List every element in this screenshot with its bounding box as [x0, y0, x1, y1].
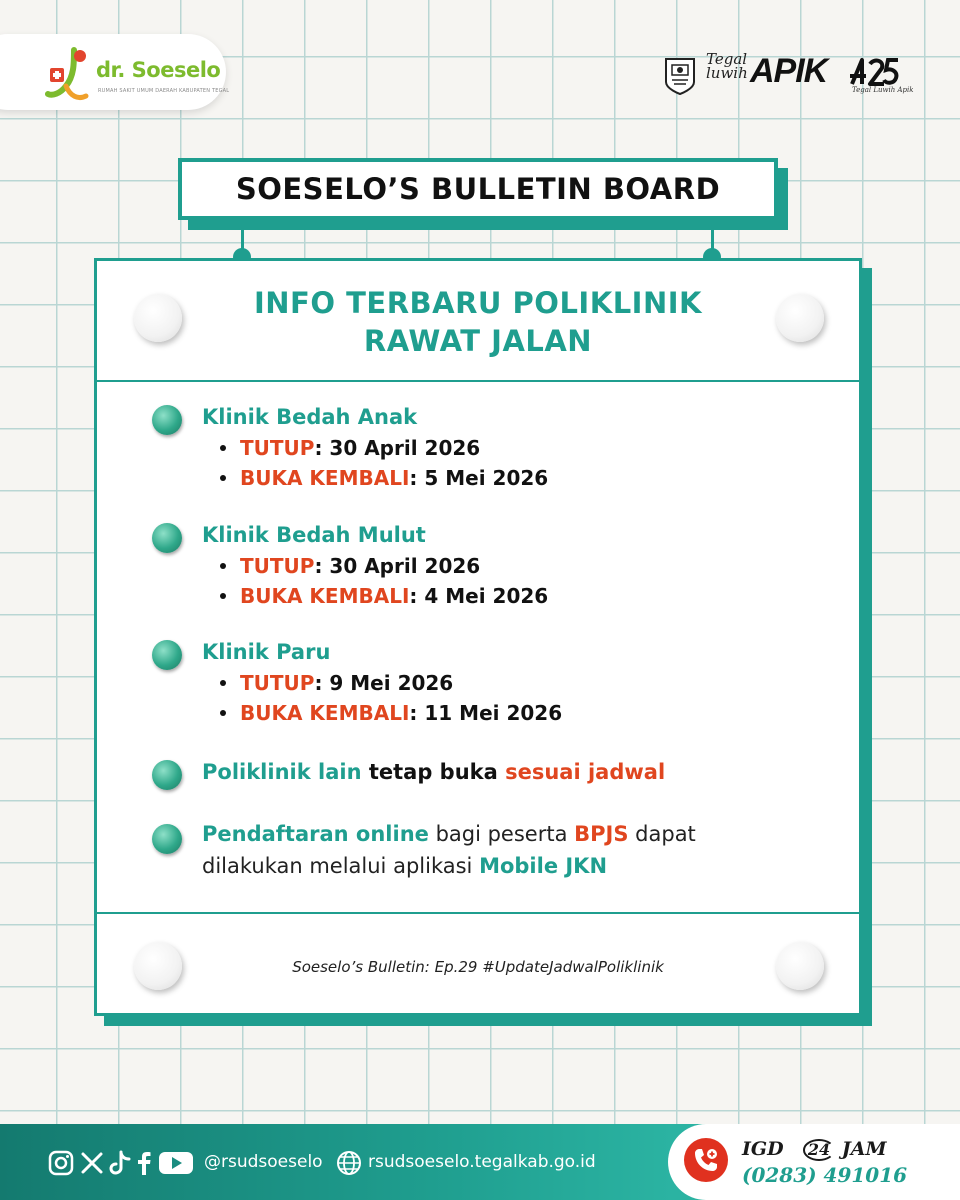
close-date: : 30 April 2026 — [314, 436, 481, 460]
website-link[interactable]: rsudsoeselo.tegalkab.go.id — [368, 1152, 596, 1172]
bullet-icon — [152, 405, 182, 435]
clinic-name: Klinik Bedah Mulut — [202, 523, 426, 547]
globe-icon — [336, 1150, 362, 1176]
clinic-close-line — [220, 554, 480, 578]
close-date: : 30 April 2026 — [314, 554, 481, 578]
reopen-label: BUKA KEMBALI — [240, 466, 410, 490]
clinic-reopen-line — [220, 701, 562, 725]
anniversary-subtitle: Tegal Luwih Apik — [852, 86, 914, 94]
bulletin-card — [94, 258, 862, 1016]
bullet-icon — [152, 824, 182, 854]
anniversary-logo-icon — [848, 56, 900, 90]
hospital-logo-icon — [44, 46, 94, 102]
reopen-label: BUKA KEMBALI — [240, 701, 410, 725]
note1-part2: tetap buka — [361, 760, 506, 784]
instagram-icon[interactable] — [48, 1150, 74, 1176]
hospital-subtitle: RUMAH SAKIT UMUM DAERAH KABUPATEN TEGAL — [98, 88, 230, 94]
apik-logo-text: APIK — [750, 52, 828, 90]
note2-part6: Mobile JKN — [479, 854, 608, 878]
clinic-close-line — [220, 436, 480, 460]
reopen-date: : 4 Mei 2026 — [409, 584, 549, 608]
clinic-reopen-line — [220, 466, 548, 490]
close-label: TUTUP — [240, 671, 315, 695]
note-online-registration-line1 — [202, 822, 696, 846]
igd-label — [742, 1138, 887, 1161]
list-dot — [220, 710, 226, 716]
list-dot — [220, 593, 226, 599]
note2-part3: BPJS — [574, 822, 629, 846]
facebook-icon[interactable] — [136, 1150, 152, 1176]
bulletin-footer-note: Soeselo’s Bulletin: Ep.29 #UpdateJadwalPoliklinik — [292, 958, 664, 976]
close-label: TUTUP — [240, 554, 315, 578]
tegal-line1: Tegal — [706, 50, 748, 68]
note-other-clinics — [202, 760, 665, 784]
card-divider-bottom — [97, 912, 859, 914]
tegal-luwih-text — [706, 52, 748, 80]
list-dot — [220, 445, 226, 451]
header-title: SOESELO’S BULLETIN BOARD — [235, 172, 721, 206]
header-board — [178, 158, 778, 220]
list-dot — [220, 563, 226, 569]
x-icon[interactable] — [80, 1151, 104, 1175]
note-online-registration-line2 — [202, 854, 607, 878]
card-title — [94, 284, 862, 360]
note2-part1: Pendaftaran online — [202, 822, 429, 846]
card-divider-top — [97, 380, 859, 382]
igd-phone-number[interactable]: (0283) 491016 — [742, 1163, 908, 1187]
list-dot — [220, 680, 226, 686]
phone-icon — [692, 1146, 720, 1174]
card-title-line2: RAWAT JALAN — [363, 324, 593, 358]
close-label: TUTUP — [240, 436, 315, 460]
tegal-line2: luwih — [706, 64, 748, 82]
igd-text: IGD — [742, 1138, 784, 1160]
youtube-icon[interactable] — [158, 1151, 194, 1175]
reopen-date: : 11 Mei 2026 — [409, 701, 563, 725]
note1-part3: sesuai jadwal — [505, 760, 666, 784]
hospital-name: dr. Soeselo — [96, 58, 221, 82]
clinic-close-line — [220, 671, 453, 695]
igd-hours-label: JAM — [841, 1138, 887, 1160]
close-date: : 9 Mei 2026 — [314, 671, 454, 695]
bullet-icon — [152, 760, 182, 790]
social-handle[interactable]: @rsudsoeselo — [204, 1152, 323, 1172]
clinic-reopen-line — [220, 584, 548, 608]
pin-top-left — [134, 294, 182, 342]
igd-hours-number: 24 — [803, 1139, 835, 1161]
note2-part2: bagi peserta — [428, 822, 575, 846]
bullet-icon — [152, 523, 182, 553]
note2-part5: dilakukan melalui aplikasi — [202, 854, 480, 878]
clinic-name: Klinik Paru — [202, 640, 331, 664]
note1-part1: Poliklinik lain — [202, 760, 362, 784]
reopen-label: BUKA KEMBALI — [240, 584, 410, 608]
note2-part4: dapat — [628, 822, 696, 846]
tiktok-icon[interactable] — [108, 1150, 132, 1176]
regency-crest-icon — [663, 56, 697, 96]
pin-top-right — [776, 294, 824, 342]
clinic-name: Klinik Bedah Anak — [202, 405, 418, 429]
card-title-line1: INFO TERBARU POLIKLINIK — [253, 286, 702, 320]
list-dot — [220, 475, 226, 481]
bullet-icon — [152, 640, 182, 670]
reopen-date: : 5 Mei 2026 — [409, 466, 549, 490]
